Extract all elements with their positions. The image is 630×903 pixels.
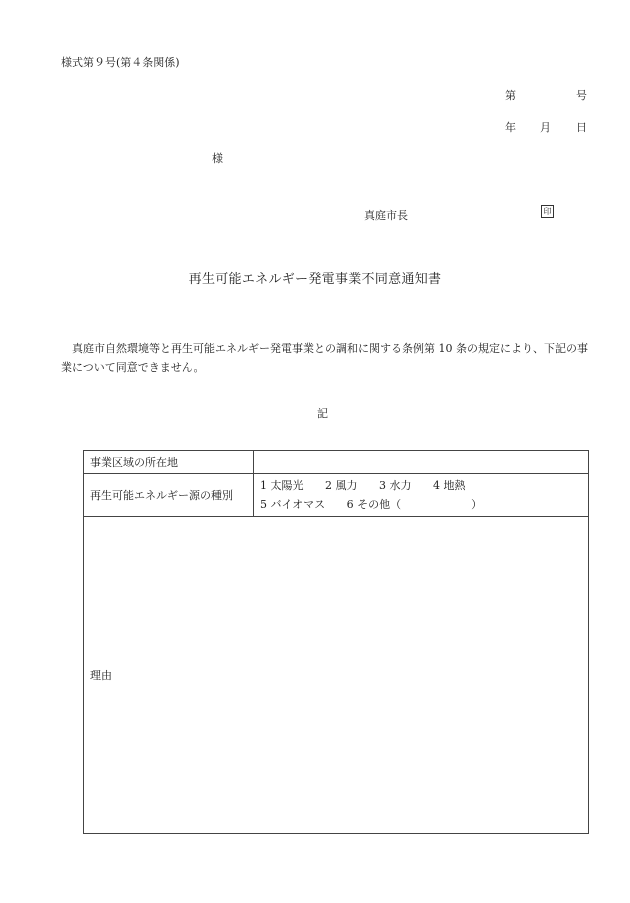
energy-type-options	[254, 474, 589, 517]
table-row-energy-type	[84, 474, 589, 517]
document-number-suffix: 号	[576, 89, 587, 102]
option-biomass[interactable]: 5 バイオマス	[260, 498, 326, 511]
option-geothermal[interactable]: 4 地熱	[433, 479, 466, 492]
body-paragraph: 真庭市自然環境等と再生可能エネルギー発電事業との調和に関する条例第 10 条の規定により、下記の事業について同意できません。	[61, 342, 588, 374]
issuer-name: 真庭市長	[364, 209, 408, 222]
option-hydro[interactable]: 3 水力	[379, 479, 412, 492]
ki-heading: 記	[317, 407, 328, 420]
date-year-label: 年	[505, 121, 516, 134]
option-solar[interactable]: 1 太陽光	[260, 479, 304, 492]
form-number-label: 様式第９号(第４条関係)	[61, 56, 180, 69]
energy-type-line-1	[260, 476, 582, 495]
table-row-location	[84, 451, 589, 474]
option-wind[interactable]: 2 風力	[325, 479, 358, 492]
addressee-suffix: 様	[212, 152, 223, 165]
date-day-label: 日	[576, 121, 587, 134]
table-row-reason	[84, 517, 589, 834]
location-label: 事業区域の所在地	[84, 451, 254, 474]
energy-type-line-2	[260, 495, 582, 514]
document-title: 再生可能エネルギー発電事業不同意通知書	[188, 272, 442, 287]
seal-stamp-icon: 印	[541, 205, 554, 218]
date-month-label: 月	[540, 121, 551, 134]
reason-label: 理由	[90, 669, 112, 682]
location-value-field[interactable]	[254, 451, 589, 474]
energy-type-label: 再生可能エネルギー源の種別	[84, 474, 254, 517]
details-table	[83, 450, 589, 834]
document-number-prefix: 第	[505, 89, 516, 102]
option-other-close: ）	[471, 498, 483, 511]
reason-field[interactable]	[84, 517, 589, 834]
option-other[interactable]: 6 その他（	[346, 498, 402, 511]
